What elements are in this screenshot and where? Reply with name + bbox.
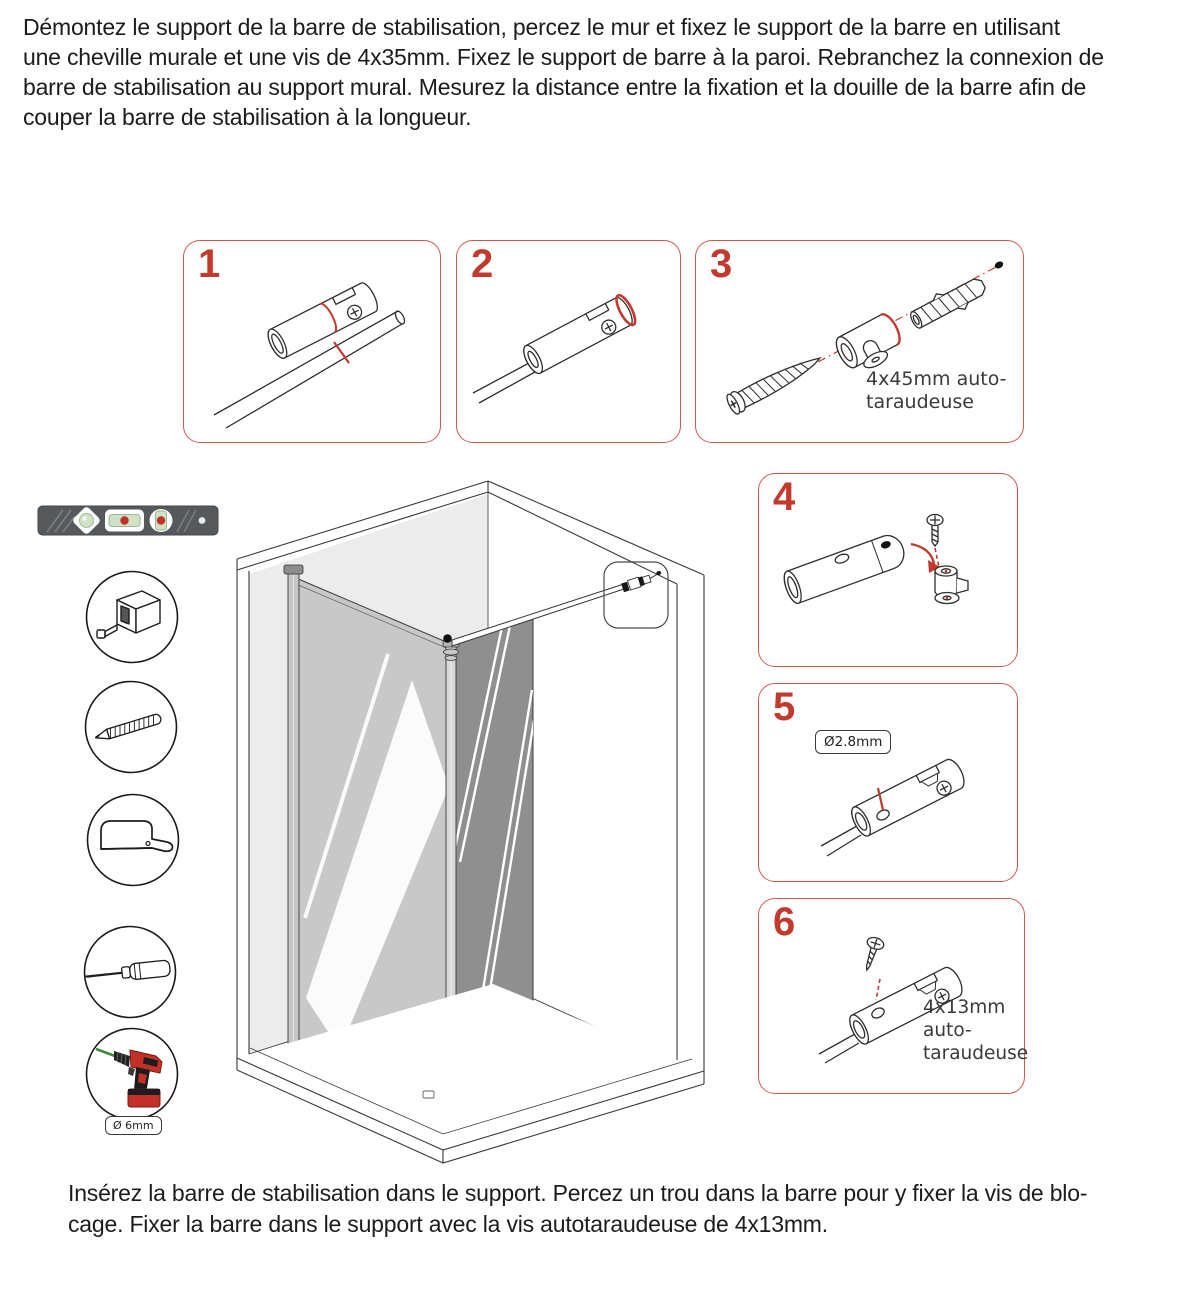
step-number: 6 xyxy=(773,900,796,944)
step2-diagram-bar-inserted xyxy=(457,241,682,444)
step-number: 1 xyxy=(198,242,221,286)
screwdriver-icon xyxy=(82,924,178,1020)
tape-measure-icon xyxy=(84,569,180,665)
step5-diagram-drill-hole xyxy=(759,684,1019,883)
step-box-5 xyxy=(758,683,1018,882)
step-number: 4 xyxy=(773,475,796,519)
spirit-level-icon xyxy=(37,503,219,539)
step6-screw-label: 4x13mm auto- taraudeuse xyxy=(923,997,1029,1064)
step-box-6 xyxy=(758,898,1029,1094)
step-box-2 xyxy=(456,240,681,443)
drill-bit-diameter-chip: Ø 6mm xyxy=(105,1116,162,1135)
pencil-icon xyxy=(83,679,179,775)
step-box-3 xyxy=(695,240,1024,443)
shower-enclosure-illustration xyxy=(225,478,710,1170)
outro-paragraph: Insérez la barre de stabilisation dans le support. Percez un trou dans la barre pour y fixer la vis de blo- cage. Fixer la barre dans le support avec la vis autotaraudeuse de 4x13mm. xyxy=(68,1180,1088,1237)
step-number: 2 xyxy=(471,242,494,286)
step1-diagram-cut-mark xyxy=(184,241,442,444)
hacksaw-icon xyxy=(85,792,181,888)
step-number: 5 xyxy=(773,685,796,729)
step4-diagram-reconnect xyxy=(759,474,1019,668)
step-box-1 xyxy=(183,240,441,443)
intro-paragraph: Démontez le support de la barre de stabilisation, percez le mur et fixez le support de la barre en utilisant une cheville murale et une vis de 4x35mm. Fixez le support de barre à la paroi. Rebranchez la connexion de barre de stabilisation au support mural. Mesurez la distance entre la fixation et la douille de la barre afin de couper la barre de stabilisation à la longueur. xyxy=(23,14,1104,130)
drill-diameter-chip: Ø2.8mm xyxy=(815,730,891,754)
step-number: 3 xyxy=(710,242,733,286)
step-box-4 xyxy=(758,473,1018,667)
drill-icon xyxy=(84,1026,180,1122)
step3-screw-label: 4x45mm auto- taraudeuse xyxy=(866,368,1007,413)
